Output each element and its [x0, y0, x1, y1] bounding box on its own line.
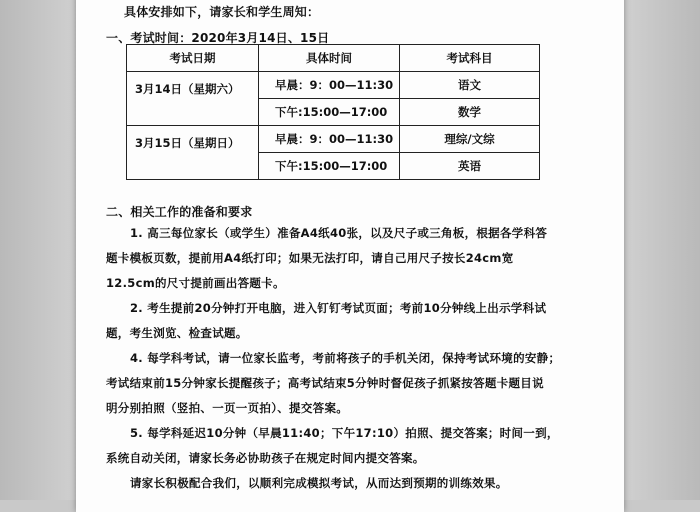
exam-time: 早晨：9：00—11:30 — [259, 72, 400, 99]
document-page — [76, 0, 624, 512]
paragraph-line: 明分别拍照（竖拍、一页一页拍）、提交答案。 — [106, 401, 349, 415]
paragraph-line: 1. 高三每位家长（或学生）准备A4纸40张，以及尺子或三角板，根据各学科答 — [130, 226, 548, 240]
exam-subject: 英语 — [400, 153, 540, 180]
exam-date: 3月14日（星期六） — [135, 81, 240, 96]
paragraph-line: 4. 每学科考试，请一位家长监考，考前将孩子的手机关闭，保持考试环境的安静； — [130, 351, 561, 365]
section1-heading: 一、考试时间：2020年3月14日、15日 — [106, 31, 330, 45]
paragraph-line: 5. 每学科延迟10分钟（早晨11:40；下午17:10）拍照、提交答案；时间一到， — [130, 426, 559, 440]
exam-time: 下午:15:00—17:00 — [259, 153, 400, 180]
exam-schedule-table — [126, 44, 540, 180]
header-exam-date: 考试日期 — [127, 45, 259, 72]
exam-time: 早晨：9：00—11:30 — [259, 126, 400, 153]
paragraph-line: 题卡模板页数，提前用A4纸打印；如果无法打印，请自己用尺子按长24cm宽 — [106, 251, 514, 265]
exam-time: 下午:15:00—17:00 — [259, 99, 400, 126]
exam-subject: 数学 — [400, 99, 540, 126]
header-time: 具体时间 — [259, 45, 400, 72]
viewer-background-left — [0, 0, 76, 500]
paragraph-line: 12.5cm的尺寸提前画出答题卡。 — [106, 276, 285, 290]
table-row — [127, 72, 540, 99]
paragraph-line: 系统自动关闭，请家长务必协助孩子在规定时间内提交答案。 — [106, 451, 425, 465]
paragraph-line: 2. 考生提前20分钟打开电脑，进入钉钉考试页面；考前10分钟线上出示学科试 — [130, 301, 547, 315]
exam-subject: 语文 — [400, 72, 540, 99]
exam-date: 3月15日（星期日） — [135, 135, 240, 150]
section2-heading: 二、相关工作的准备和要求 — [106, 205, 253, 219]
exam-date-cell — [127, 72, 259, 126]
exam-date-cell — [127, 126, 259, 180]
paragraph-line: 题，考生浏览、检查试题。 — [106, 326, 248, 340]
viewer-background-right — [624, 0, 700, 500]
exam-subject: 理综/文综 — [400, 126, 540, 153]
intro-text: 具体安排如下，请家长和学生周知： — [124, 5, 320, 19]
paragraph-line: 请家长积极配合我们，以顺利完成模拟考试，从而达到预期的训练效果。 — [130, 476, 508, 490]
table-row — [127, 126, 540, 153]
paragraph-line: 考试结束前15分钟家长提醒孩子；高考试结束5分钟时督促孩子抓紧按答题卡题目说 — [106, 376, 544, 390]
header-subject: 考试科目 — [400, 45, 540, 72]
table-header-row — [127, 45, 540, 72]
